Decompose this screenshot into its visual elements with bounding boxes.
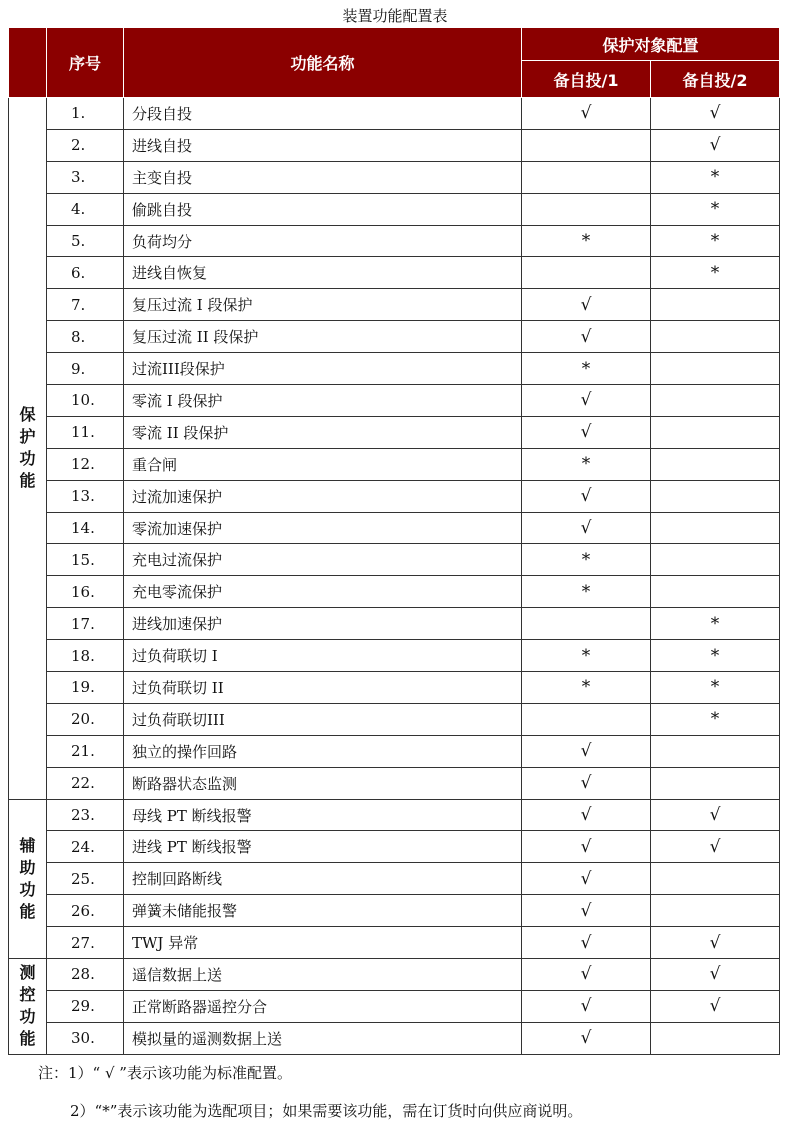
- category-char: 功: [19, 879, 36, 899]
- config-mark-1: √: [522, 863, 651, 895]
- config-mark-2: [651, 767, 780, 799]
- header-group: 保护对象配置: [522, 28, 780, 61]
- row-number: 26.: [47, 895, 124, 927]
- row-number: 12.: [47, 448, 124, 480]
- config-mark-2: *: [651, 193, 780, 225]
- config-mark-1: [522, 257, 651, 289]
- table-row: [9, 831, 780, 863]
- table-row: [9, 161, 780, 193]
- config-mark-2: *: [651, 161, 780, 193]
- table-row: [9, 799, 780, 831]
- table-row: [9, 927, 780, 959]
- category-char: 功: [19, 1007, 36, 1027]
- row-number: 3.: [47, 161, 124, 193]
- row-number: 14.: [47, 512, 124, 544]
- row-number: 5.: [47, 225, 124, 257]
- config-mark-2: [651, 480, 780, 512]
- row-number: 11.: [47, 416, 124, 448]
- note-2: 2）“*”表示该功能为选配项目；如果需要该功能，需在订货时向供应商说明。: [70, 1102, 583, 1120]
- row-number: 6.: [47, 257, 124, 289]
- function-name: 分段自投: [124, 98, 522, 130]
- function-name: 独立的操作回路: [124, 735, 522, 767]
- note-1: 注：1）“ √ ”表示该功能为标准配置。: [38, 1064, 292, 1082]
- header-name: 功能名称: [124, 28, 522, 98]
- function-name: 复压过流 I 段保护: [124, 289, 522, 321]
- header-col1: 备自投/1: [522, 61, 651, 98]
- category-char: 功: [19, 449, 36, 469]
- table-row: [9, 385, 780, 417]
- config-mark-1: *: [522, 640, 651, 672]
- function-name: 母线 PT 断线报警: [124, 799, 522, 831]
- table-row: [9, 321, 780, 353]
- function-name: 进线 PT 断线报警: [124, 831, 522, 863]
- table-row: [9, 353, 780, 385]
- category-char: 助: [19, 857, 36, 877]
- row-number: 16.: [47, 576, 124, 608]
- function-name: 负荷均分: [124, 225, 522, 257]
- header-col2: 备自投/2: [651, 61, 780, 98]
- config-mark-2: √: [651, 990, 780, 1022]
- table-row: [9, 672, 780, 704]
- function-name: 控制回路断线: [124, 863, 522, 895]
- table-row: [9, 193, 780, 225]
- table-row: [9, 703, 780, 735]
- table-row: [9, 512, 780, 544]
- config-mark-1: [522, 608, 651, 640]
- row-number: 2.: [47, 129, 124, 161]
- function-name: 重合闸: [124, 448, 522, 480]
- table-row: [9, 416, 780, 448]
- function-name: 弹簧未储能报警: [124, 895, 522, 927]
- row-number: 10.: [47, 385, 124, 417]
- row-number: 30.: [47, 1022, 124, 1054]
- config-mark-2: [651, 576, 780, 608]
- row-number: 25.: [47, 863, 124, 895]
- config-mark-2: [651, 353, 780, 385]
- function-name: 模拟量的遥测数据上送: [124, 1022, 522, 1054]
- function-name: 充电过流保护: [124, 544, 522, 576]
- config-mark-2: [651, 863, 780, 895]
- category-char: 护: [19, 427, 36, 447]
- config-mark-2: [651, 895, 780, 927]
- category-char: 测: [19, 963, 36, 983]
- config-table: [8, 27, 780, 1055]
- table-row: [9, 480, 780, 512]
- table-title: 装置功能配置表: [342, 7, 448, 25]
- table-row: [9, 767, 780, 799]
- category-char: 保: [19, 405, 36, 425]
- config-mark-2: [651, 512, 780, 544]
- category-char: 辅: [19, 835, 36, 855]
- table-row: [9, 640, 780, 672]
- function-name: 遥信数据上送: [124, 959, 522, 991]
- config-mark-2: √: [651, 831, 780, 863]
- table-row: [9, 959, 780, 991]
- config-mark-1: √: [522, 289, 651, 321]
- row-number: 17.: [47, 608, 124, 640]
- row-number: 1.: [47, 98, 124, 130]
- function-name: 偷跳自投: [124, 193, 522, 225]
- config-mark-2: *: [651, 672, 780, 704]
- function-name: 过流III段保护: [124, 353, 522, 385]
- row-number: 22.: [47, 767, 124, 799]
- table-row: [9, 576, 780, 608]
- row-number: 24.: [47, 831, 124, 863]
- function-name: 过负荷联切 I: [124, 640, 522, 672]
- config-mark-1: *: [522, 672, 651, 704]
- row-number: 28.: [47, 959, 124, 991]
- category-char: 控: [19, 985, 36, 1005]
- config-mark-2: [651, 735, 780, 767]
- config-mark-1: √: [522, 767, 651, 799]
- row-number: 29.: [47, 990, 124, 1022]
- config-mark-1: √: [522, 321, 651, 353]
- table-row: [9, 129, 780, 161]
- table-row: [9, 544, 780, 576]
- row-number: 9.: [47, 353, 124, 385]
- function-name: 主变自投: [124, 161, 522, 193]
- category-label: [9, 799, 47, 958]
- config-mark-2: √: [651, 129, 780, 161]
- function-name: 断路器状态监测: [124, 767, 522, 799]
- row-number: 20.: [47, 703, 124, 735]
- row-number: 13.: [47, 480, 124, 512]
- config-mark-1: √: [522, 927, 651, 959]
- function-name: 过负荷联切III: [124, 703, 522, 735]
- config-mark-2: [651, 1022, 780, 1054]
- config-mark-1: *: [522, 353, 651, 385]
- function-name: 过流加速保护: [124, 480, 522, 512]
- header-seq: 序号: [47, 28, 124, 98]
- table-row: [9, 990, 780, 1022]
- config-mark-1: √: [522, 990, 651, 1022]
- function-name: 进线自投: [124, 129, 522, 161]
- config-mark-1: [522, 703, 651, 735]
- function-name: 零流 I 段保护: [124, 385, 522, 417]
- config-mark-2: *: [651, 640, 780, 672]
- config-mark-1: √: [522, 512, 651, 544]
- category-label: [9, 959, 47, 1055]
- category-label: [9, 98, 47, 800]
- config-mark-1: √: [522, 895, 651, 927]
- category-char: 能: [19, 901, 36, 921]
- config-mark-2: √: [651, 959, 780, 991]
- row-number: 21.: [47, 735, 124, 767]
- function-name: 正常断路器遥控分合: [124, 990, 522, 1022]
- table-row: [9, 98, 780, 130]
- config-mark-2: √: [651, 927, 780, 959]
- function-name: 进线加速保护: [124, 608, 522, 640]
- config-mark-2: *: [651, 257, 780, 289]
- config-mark-1: *: [522, 576, 651, 608]
- table-row: [9, 608, 780, 640]
- table-row: [9, 257, 780, 289]
- config-mark-2: [651, 448, 780, 480]
- config-mark-1: √: [522, 735, 651, 767]
- config-mark-1: √: [522, 98, 651, 130]
- config-mark-2: √: [651, 98, 780, 130]
- config-mark-1: √: [522, 480, 651, 512]
- row-number: 15.: [47, 544, 124, 576]
- table-row: [9, 1022, 780, 1054]
- function-name: 充电零流保护: [124, 576, 522, 608]
- config-mark-2: *: [651, 608, 780, 640]
- config-mark-2: [651, 385, 780, 417]
- row-number: 18.: [47, 640, 124, 672]
- config-mark-1: *: [522, 225, 651, 257]
- row-number: 8.: [47, 321, 124, 353]
- row-number: 4.: [47, 193, 124, 225]
- table-row: [9, 735, 780, 767]
- category-char: 能: [19, 471, 36, 491]
- category-char: 能: [19, 1029, 36, 1049]
- config-mark-1: [522, 193, 651, 225]
- config-mark-2: √: [651, 799, 780, 831]
- table-body: [9, 98, 780, 1055]
- config-mark-1: [522, 129, 651, 161]
- function-name: 零流加速保护: [124, 512, 522, 544]
- function-name: 进线自恢复: [124, 257, 522, 289]
- row-number: 7.: [47, 289, 124, 321]
- row-number: 23.: [47, 799, 124, 831]
- table-row: [9, 289, 780, 321]
- config-mark-2: [651, 544, 780, 576]
- table-row: [9, 225, 780, 257]
- function-name: TWJ 异常: [124, 927, 522, 959]
- config-mark-1: √: [522, 1022, 651, 1054]
- config-mark-1: *: [522, 544, 651, 576]
- function-name: 复压过流 II 段保护: [124, 321, 522, 353]
- row-number: 19.: [47, 672, 124, 704]
- config-mark-2: [651, 321, 780, 353]
- config-mark-2: [651, 289, 780, 321]
- table-row: [9, 448, 780, 480]
- config-mark-1: √: [522, 799, 651, 831]
- table-row: [9, 895, 780, 927]
- config-mark-1: √: [522, 416, 651, 448]
- table-row: [9, 863, 780, 895]
- function-name: 零流 II 段保护: [124, 416, 522, 448]
- config-mark-1: √: [522, 959, 651, 991]
- config-mark-1: *: [522, 448, 651, 480]
- config-mark-1: √: [522, 385, 651, 417]
- config-mark-2: *: [651, 703, 780, 735]
- config-mark-1: [522, 161, 651, 193]
- config-mark-1: √: [522, 831, 651, 863]
- function-name: 过负荷联切 II: [124, 672, 522, 704]
- header-corner: [9, 28, 47, 98]
- config-mark-2: [651, 416, 780, 448]
- config-mark-2: *: [651, 225, 780, 257]
- row-number: 27.: [47, 927, 124, 959]
